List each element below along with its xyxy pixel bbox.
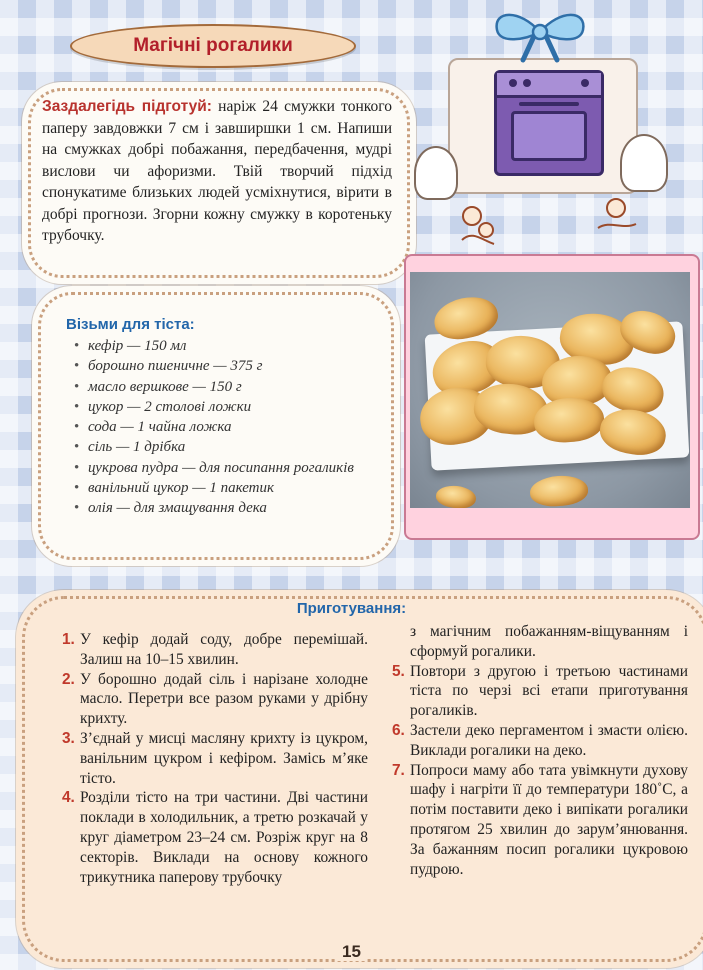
step-number: 4. [62,789,75,807]
step-number: 6. [392,721,405,739]
oven-knob-icon [509,79,517,87]
step-item [62,729,368,788]
flower-icon [592,188,640,236]
step-number: 2. [62,670,75,688]
ingredients-title: Візьми для тіста: [66,316,195,333]
oven-mitt-icon [620,134,668,192]
flower-icon [452,200,502,248]
ingredient-item: • ванільний цукор — 1 пакетик [74,478,374,498]
step-number: 7. [392,761,405,779]
step-item [392,662,688,721]
page-number-value: 15 [336,942,367,961]
step-number: 3. [62,729,75,747]
step-text: Повтори з другою і третьою частинами тіста по черзі всі етапи приготування рогаликів. [410,662,688,720]
ingredient-item: • кефір — 150 мл [74,336,374,356]
croissants-photo [410,272,690,508]
ingredient-item: • борошно пшеничне — 375 г [74,356,374,376]
ingredient-item: • цукрова пудра — для посипання рогаликів [74,458,374,478]
prep-paragraph [42,96,392,247]
step-continuation: з магічним побажанням-віщуванням і сформуй рогалики. [410,623,688,660]
step-item [62,630,368,670]
croissant [435,484,477,508]
steps-right-column [392,622,688,879]
step-item [62,670,368,729]
step-text: Застели деко пергаментом і змасти олією. Виклади рогалики на деко. [410,721,688,759]
step-number: 5. [392,662,405,680]
ingredient-item: • сода — 1 чайна ложка [74,417,374,437]
step-item [392,761,688,880]
steps-left-column [62,630,368,887]
step-text: З’єднай у мисці масляну крихту із цукром, ванільним цукром і кефіром. Замісь м’яке тісто. [80,729,368,787]
oven-knob-icon [523,79,531,87]
prep-text: наріж 24 смужки тонкого паперу завдовжки 7 см і завширшки 1 см. Напиши на смужках добрі побажання, передбачення, мудрі вислови чи афоризми. Твій творчий підхід спонукатиме близьких людей усміхнутися, вірити в добрі прогнози. Згорни кожну смужку в коротеньку трубочку. [42,98,392,244]
prep-label: Заздалегідь підготуй: [42,98,212,115]
page-number [0,942,703,962]
ingredients-list [74,336,374,519]
step-text: У кефір додай соду, добре перемішай. Залиш на 10–15 хвилин. [80,631,368,668]
step-text: Попроси маму або тата увімкнути духову шафу і нагріти її до температури 180˚С, а потім поставити деко і випікати рогалики протягом 25 хвилин до зарум’янювання. За бажанням посип рогалики цукровою пудрою. [410,761,688,878]
steps-title: Приготування: [296,600,407,617]
step-number: 1. [62,631,75,648]
step-item [62,788,368,887]
ingredient-item: • олія — для змащування дека [74,498,374,518]
ingredient-item: • масло вершкове — 150 г [74,377,374,397]
oven-window [511,111,587,161]
croissant [529,474,589,508]
page-title: Магічні рогалики [70,24,356,68]
bow-icon [485,4,595,64]
oven-mitt-icon [414,146,458,200]
step-item [392,721,688,761]
oven-knob-icon [581,79,589,87]
step-text: У борошно додай сіль і нарізане холодне масло. Перетри все разом руками у дрібну крихту. [80,670,368,728]
ingredient-item: • сіль — 1 дрібка [74,437,374,457]
oven-icon [494,70,604,176]
oven-handle [519,102,579,106]
oven-panel [497,73,601,98]
step-text: Розділи тісто на три частини. Дві частини поклади в холодильник, а третю розкачай у круг діаметром 23–24 см. Розріж круг на 8 секторів. Виклади на основу кожного трикутника паперову трубочку [80,789,368,886]
ingredient-item: • цукор — 2 столові ложки [74,397,374,417]
